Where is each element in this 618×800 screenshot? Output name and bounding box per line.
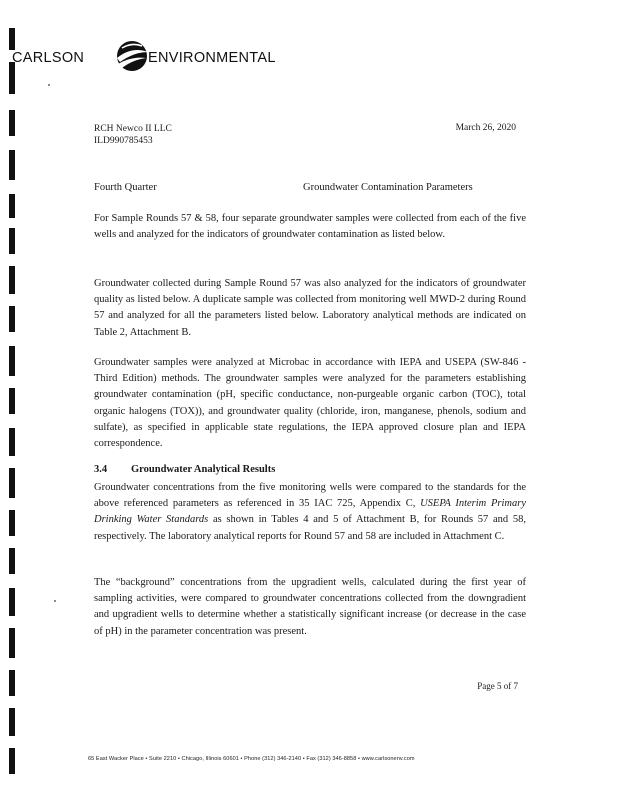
scan-margin-bar bbox=[9, 708, 15, 736]
p4-text-part1: Groundwater concentrations from the five monitoring wells were compared to the standards for the above referenced parameters as referenced in 35 IAC 725, Appendix C, bbox=[94, 482, 526, 510]
scan-margin-bar bbox=[9, 346, 15, 376]
section-title: Groundwater Analytical Results bbox=[131, 464, 276, 475]
body-paragraph-4 bbox=[94, 480, 526, 545]
scan-margin-bar bbox=[9, 468, 15, 498]
scan-margin-bar bbox=[9, 588, 15, 616]
p4-text-part2: as shown in Tables 4 and 5 of Attachment B, for Rounds 57 and 58, respectively. The laboratory analytical reports for Round 57 and 58 are included in Attachment C. bbox=[94, 514, 526, 542]
scan-margin-bar bbox=[9, 670, 15, 696]
scan-margin-bar bbox=[9, 228, 15, 254]
recipient-block bbox=[94, 123, 172, 147]
scan-margin-bar bbox=[9, 548, 15, 574]
scan-margin-bar bbox=[9, 388, 15, 414]
scan-margin-bar bbox=[9, 510, 15, 536]
section-number: 3.4 bbox=[94, 464, 108, 475]
letter-date: March 26, 2020 bbox=[455, 123, 516, 133]
body-paragraph-5: The “background” concentrations from the upgradient wells, calculated during the first year of sampling activities, were compared to groundwater concentrations collected from the downgradient and upgradient wells to determine whether a statistically significant increase (or decrease in the case of pH) in the parameter concentration was present. bbox=[94, 577, 526, 637]
subject-title: Groundwater Contamination Parameters bbox=[303, 182, 473, 193]
scan-margin-bar bbox=[9, 628, 15, 658]
scan-margin-bar bbox=[9, 306, 15, 332]
body-paragraph-3: Groundwater samples were analyzed at Microbac in accordance with IEPA and USEPA (SW-846 - Third Edition) methods. The groundwater samples were analyzed for the parameters establishing groundwater contamination (pH, specific conductance, non-purgeable organic carbon (TOC), total organic halogens (TOX)), and groundwater quality (chloride, iron, manganese, phenols, sodium and sulfate), as specified in applicable state regulations, the IEPA approved closure plan and IEPA correspondence. bbox=[94, 357, 526, 450]
scan-speck bbox=[48, 84, 50, 86]
globe-swoosh-icon bbox=[112, 38, 152, 74]
section-heading bbox=[94, 464, 275, 475]
page-number: Page 5 of 7 bbox=[477, 681, 518, 691]
logo-text-left: CARLSON bbox=[12, 50, 85, 66]
company-logo bbox=[12, 38, 292, 74]
p4-italic-title: USEPA Interim Primary Drinking Water Standards bbox=[94, 498, 526, 526]
body-paragraph-2: Groundwater collected during Sample Round 57 was also analyzed for the indicators of groundwater quality as listed below. A duplicate sample was collected from monitoring well MWD-2 during Round 57 and analyzed for all the parameters listed below. Laboratory analytical methods are indicated on Table 2, Attachment B. bbox=[94, 278, 526, 338]
scan-margin-bar bbox=[9, 266, 15, 294]
recipient-name: RCH Newco II LLC bbox=[94, 124, 172, 134]
subject-period: Fourth Quarter bbox=[94, 182, 157, 193]
scan-speck bbox=[54, 600, 56, 602]
scan-margin-bar bbox=[9, 110, 15, 136]
scan-margin-bar bbox=[9, 150, 15, 180]
scan-margin-bar bbox=[9, 748, 15, 774]
scan-margin-bar bbox=[9, 428, 15, 456]
body-paragraph-1: For Sample Rounds 57 & 58, four separate groundwater samples were collected from each of the five wells and analyzed for the indicators of groundwater contamination as listed below. bbox=[94, 213, 526, 241]
logo-text-right: ENVIRONMENTAL bbox=[148, 50, 276, 66]
scan-margin-bar bbox=[9, 194, 15, 218]
footer-contact: 65 East Wacker Place • Suite 2210 • Chicago, Illinois 60601 • Phone (312) 346-2140 • Fax (312) 346-8858 • www.carlsonenv.com bbox=[88, 756, 415, 762]
recipient-id: ILD990785453 bbox=[94, 136, 153, 146]
